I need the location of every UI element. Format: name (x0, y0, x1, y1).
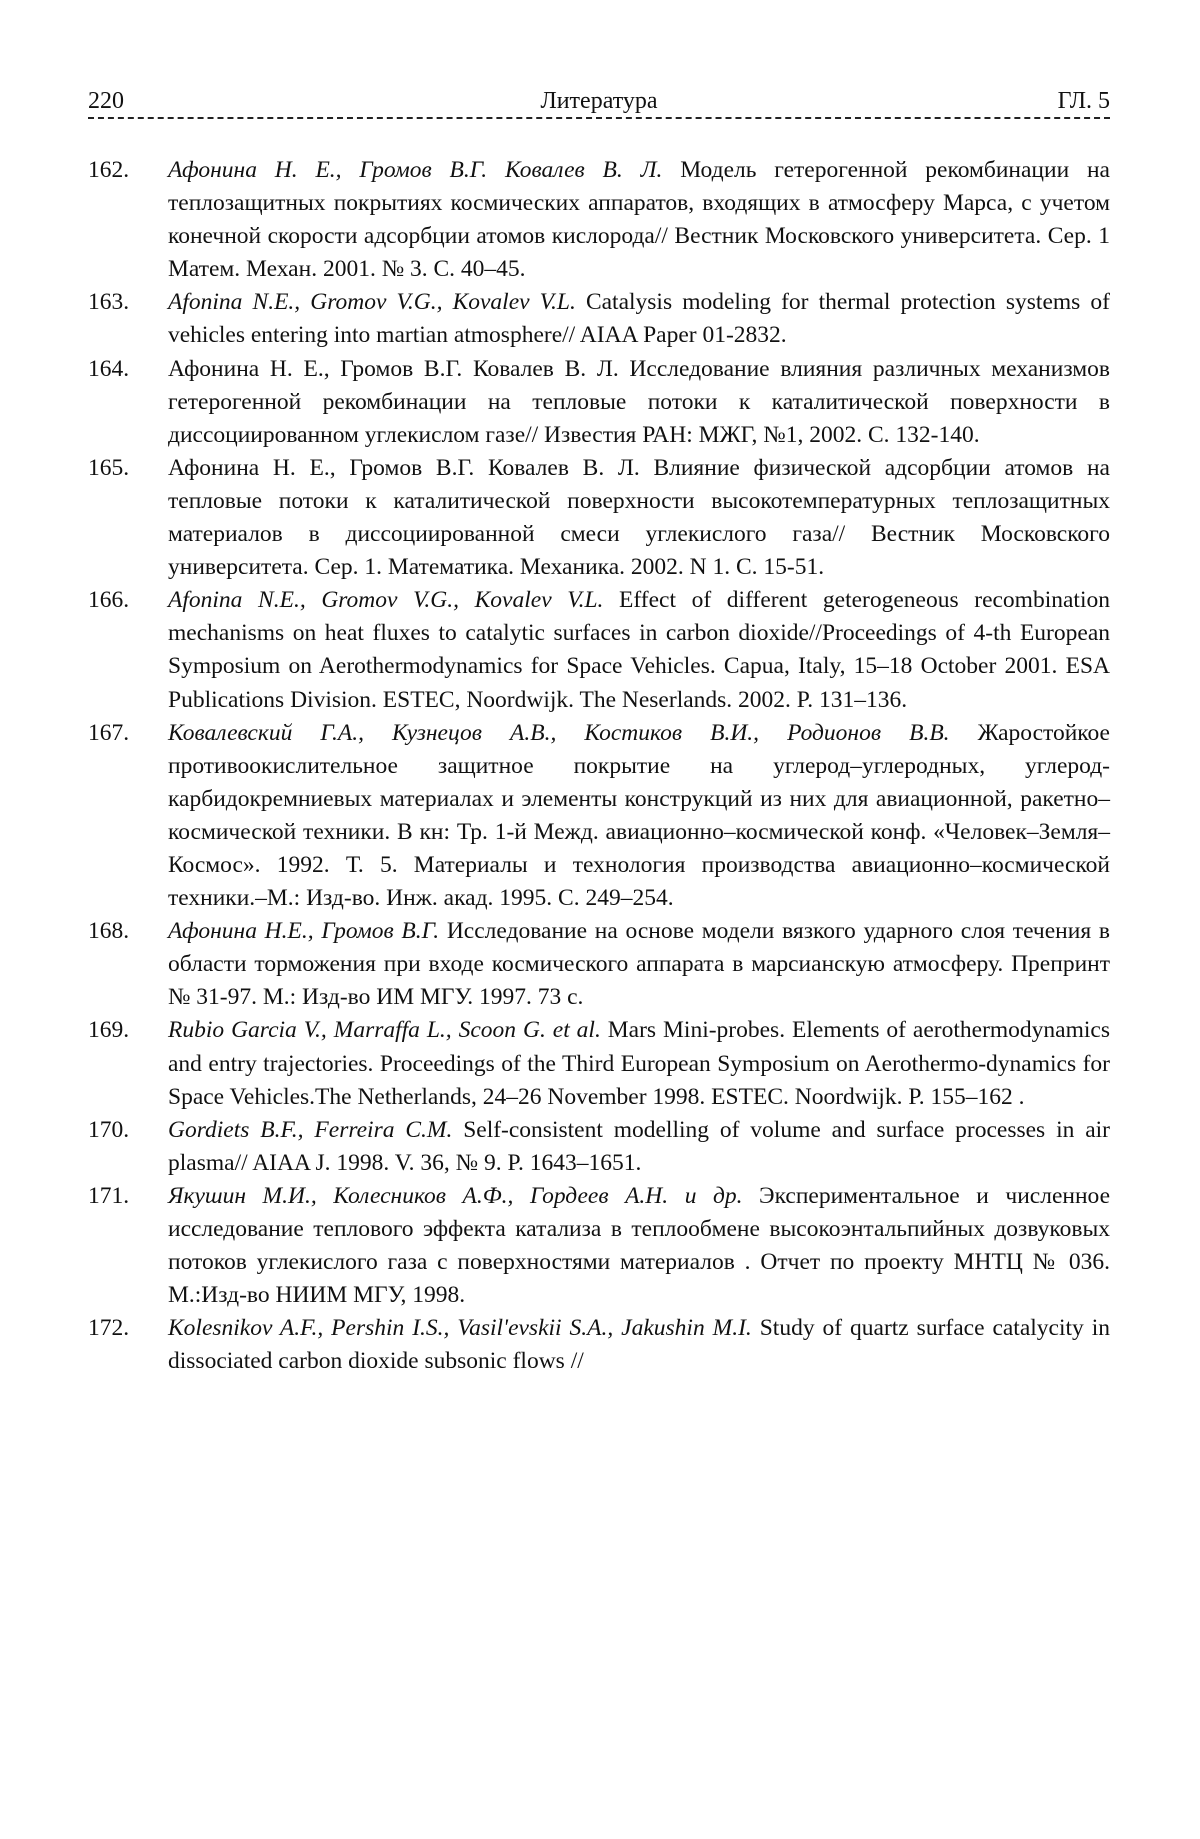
reference-authors: Афонина Н. Е., Громов В.Г. Ковалев В. Л. (168, 157, 663, 183)
reference-authors: Ковалевский Г.А., Кузнецов А.В., Костиков В.И., Родионов В.В. (168, 719, 950, 746)
reference-text: Экспериментальное и численное исследование теплового эффекта катализа в теплообмене высокоэнтальпийных дозвуковых потоков углекислого газа с поверхностями материалов . Отчет по проекту МНТЦ № 036. М.:Изд-во НИИМ МГУ, 1998. (168, 1182, 1110, 1309)
reference-item (88, 452, 1110, 584)
reference-number: 164. (88, 355, 130, 382)
reference-item (88, 286, 1110, 352)
reference-text: Effect of different geterogeneous recombination mechanisms on heat fluxes to catalytic surfaces in carbon dioxide//Proceedings of 4-th European Symposium on Aerothermodynamics for Space Vehicles. Capua, Italy, 15–18 October 2001. ESA Publications Division. ESTEC, Noordwijk. The Neserlands. 2002. P. 131–136. (168, 587, 1110, 713)
reference-number: 163. (88, 289, 130, 316)
reference-text: Афонина Н. Е., Громов В.Г. Ковалев В. Л. Исследование влияния различных механизмов гетерогенной рекомбинации на тепловые потоки к каталитической поверхности в диссоциированном углекислом газе// Известия РАН: МЖГ, №1, 2002. С. 132-140. (168, 355, 1110, 448)
reference-authors: Афонина Н.Е., Громов В.Г. (168, 918, 440, 945)
reference-text: Афонина Н. Е., Громов В.Г. Ковалев В. Л. Влияние физической адсорбции атомов на тепловые потоки к каталитической поверхности высокотемпературных теплозащитных материалов в диссоциированной смеси углекислого газа// Вестник Московского университета. Сер. 1. Математика. Механика. 2002. N 1. С. 15-51. (168, 454, 1110, 581)
reference-authors: Gordiets B.F., Ferreira C.M. (168, 1116, 453, 1143)
reference-item (88, 717, 1110, 916)
reference-number: 171. (88, 1182, 130, 1209)
reference-list (88, 154, 1110, 1378)
reference-item (88, 154, 1110, 286)
reference-item (88, 915, 1110, 1014)
page-number: 220 (88, 88, 124, 114)
reference-item (88, 1180, 1110, 1312)
reference-authors: Rubio Garcia V., Marraffa L., Scoon G. et al. (168, 1017, 601, 1044)
reference-number: 172. (88, 1315, 130, 1342)
running-header (88, 70, 1110, 114)
reference-item (88, 584, 1110, 716)
reference-number: 170. (88, 1116, 130, 1143)
reference-text: Catalysis modeling for thermal protection systems of vehicles entering into martian atmosphere// AIAA Paper 01-2832. (168, 289, 1110, 349)
reference-number: 168. (88, 918, 130, 945)
reference-text: Mars Mini-probes. Elements of aerothermodynamics and entry trajectories. Proceedings of the Third European Symposium on Aerothermo-dynamics for Space Vehicles.The Netherlands, 24–26 November 1998. ESTEC. Noordwijk. P. 155–162 . (168, 1017, 1110, 1110)
reference-number: 162. (88, 157, 130, 183)
reference-number: 169. (88, 1017, 130, 1044)
page (88, 70, 1110, 1375)
reference-item (88, 1114, 1110, 1180)
reference-text: Модель гетерогенной рекомбинации на теплозащитных покрытиях космических аппаратов, входящих в атмосферу Марса, с учетом конечной скорости адсорбции атомов кислорода// Вестник Московского университета. Сер. 1 Матем. Механ. 2001. № 3. С. 40–45. (168, 157, 1110, 283)
reference-text: Исследование на основе модели вязкого ударного слоя течения в области торможения при входе космического аппарата в марсианскую атмосферу. Препринт № 31-97. М.: Изд-во ИМ МГУ. 1997. 73 с. (168, 918, 1110, 1011)
reference-item (88, 1014, 1110, 1113)
reference-number: 165. (88, 454, 130, 481)
reference-text: Self-consistent modelling of volume and surface processes in air plasma// AIAA J. 1998. V. 36, № 9. P. 1643–1651. (168, 1116, 1110, 1176)
header-rule (88, 117, 1110, 119)
chapter-label: ГЛ. 5 (1057, 88, 1110, 114)
reference-authors: Afonina N.E., Gromov V.G., Kovalev V.L. (168, 587, 604, 614)
reference-authors: Afonina N.E., Gromov V.G., Kovalev V.L. (168, 289, 576, 316)
running-title: Литература (540, 88, 658, 114)
reference-item (88, 1312, 1110, 1378)
reference-authors: Kolesnikov A.F., Pershin I.S., Vasil'evskii S.A., Jakushin M.I. (168, 1315, 752, 1342)
reference-number: 167. (88, 719, 130, 746)
reference-item (88, 353, 1110, 452)
reference-number: 166. (88, 587, 130, 614)
reference-text: Жаростойкое противоокислительное защитное покрытие на углерод–углеродных, углерод-карбидокремниевых материалах и элементы конструкций из них для авиационной, ракетно–космической техники. В кн: Тр. 1-й Межд. авиационно–космической конф. «Человек–Земля–Космос». 1992. Т. 5. Материалы и технология производства авиационно–космической техники.–М.: Изд-во. Инж. акад. 1995. С. 249–254. (168, 719, 1110, 912)
reference-text: Study of quartz surface catalycity in dissociated carbon dioxide subsonic flows // (168, 1315, 1110, 1375)
reference-authors: Якушин М.И., Колесников А.Ф., Гордеев А.Н. и др. (168, 1182, 743, 1209)
